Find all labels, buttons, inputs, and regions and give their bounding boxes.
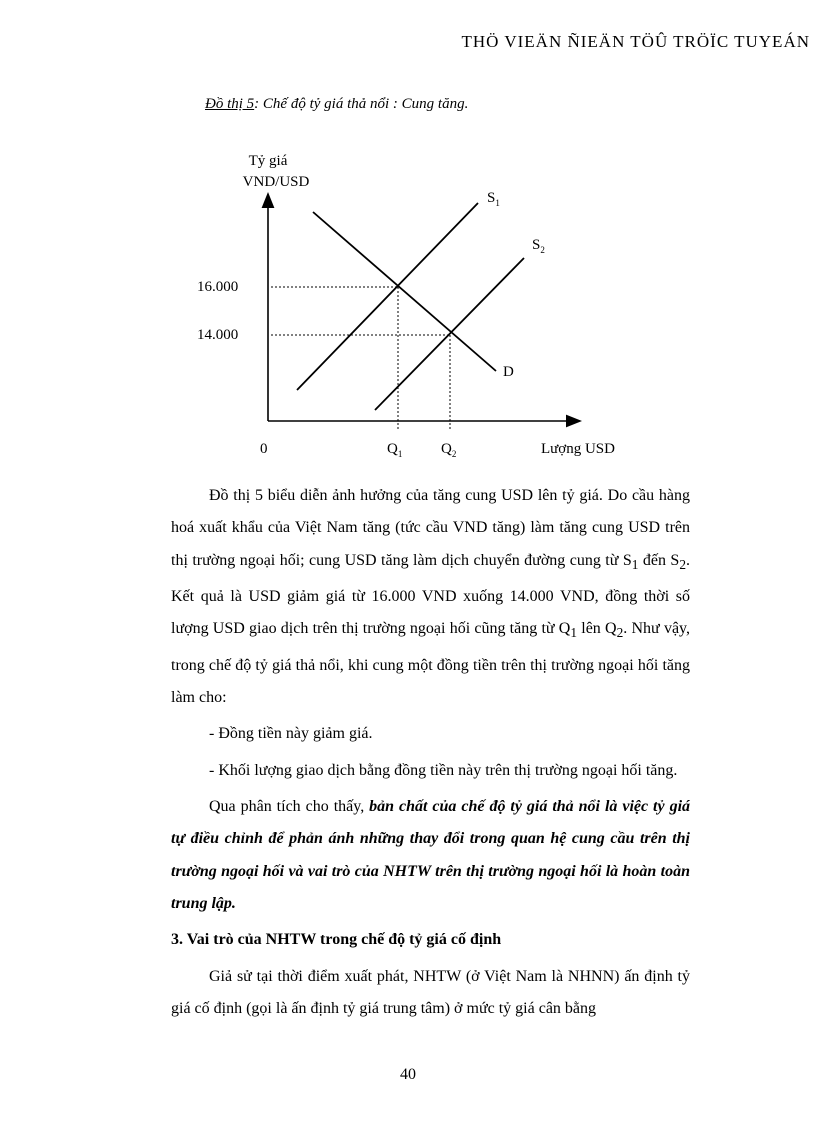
- figure-caption-label: Đồ thị 5: [205, 96, 255, 112]
- page-number: 40: [400, 1066, 416, 1083]
- p1-text-d: lên Q: [577, 620, 617, 638]
- p2-emphasis: bản chất của chế độ tỷ giá thả nổi là việc tỷ giá tự điều chỉnh để phản ánh những thay đổi trong quan hệ cung cầu trên thị trường ngoại hối và vai trò của NHTW trên thị trường ngoại hối là hoàn toàn trung lập.: [171, 798, 691, 912]
- x-axis-label: Lượng USD: [541, 441, 615, 457]
- x-tick-q2-sub: 2: [451, 449, 457, 459]
- label-d: D: [503, 364, 514, 380]
- p1-sub-1: 1: [631, 556, 639, 572]
- label-s1-main: S: [487, 190, 496, 206]
- paragraph-2: [171, 791, 690, 920]
- supply-curve-s1: [297, 203, 478, 390]
- label-s2-sub: 2: [540, 245, 545, 255]
- x-tick-q2: [441, 441, 456, 459]
- figure-caption-text: : Chế độ tỷ giá thả nổi : Cung tăng.: [254, 96, 469, 112]
- label-s1-sub: 1: [495, 198, 500, 208]
- label-s2-main: S: [532, 237, 541, 253]
- bullet-1: - Đồng tiền này giảm giá.: [209, 725, 373, 743]
- x-tick-q1-main: Q: [387, 441, 398, 457]
- y-axis-label-line1: Tỷ giá: [248, 153, 288, 169]
- p1-sub-2: 2: [679, 556, 686, 572]
- p1-text-a: Đồ thị 5 biểu diễn ảnh hưởng của tăng cung USD lên tỷ giá. Do cầu hàng hoá xuất khẩu của Việt Nam tăng (tức cầu VND tăng) làm tăng cung USD trên thị trường ngoại hối; cung USD tăng làm dịch chuyển đường cung từ S: [171, 487, 690, 569]
- x-tick-q1: [387, 441, 402, 459]
- exchange-rate-chart: [0, 0, 816, 480]
- bullet-2: - Khối lượng giao dịch bằng đồng tiền này trên thị trường ngoại hối tăng.: [209, 761, 678, 779]
- paragraph-3: Giả sử tại thời điểm xuất phát, NHTW (ở Việt Nam là NHNN) ấn định tỷ giá cố định (gọi là ấn định tỷ giá trung tâm) ở mức tỷ giá cân bằng: [171, 967, 690, 1017]
- body-text: [171, 480, 690, 1025]
- y-tick-14000: 14.000: [197, 327, 239, 343]
- p1-text-c: . Kết quả là USD giảm giá từ 16.000 VND xuống 14.000 VND, đồng thời số lượng USD giao dịch trên thị trường ngoại hối cũng tăng từ Q: [171, 551, 690, 638]
- page-header: THÖ VIEÄN ÑIEÄN TÖÛ TRÖÏC TUYEÁN: [461, 32, 810, 51]
- p1-sub-4: 2: [616, 625, 624, 641]
- p2-lead: Qua phân tích cho thấy,: [209, 798, 370, 816]
- label-s1: [487, 190, 500, 208]
- p1-sub-3: 1: [570, 625, 578, 641]
- y-tick-16000: 16.000: [197, 279, 239, 295]
- x-tick-q2-main: Q: [441, 441, 452, 457]
- section-heading: 3. Vai trò của NHTW trong chế độ tỷ giá cố định: [171, 931, 502, 949]
- x-tick-q1-sub: 1: [397, 449, 403, 459]
- y-axis-label-line2: VND/USD: [242, 174, 310, 190]
- origin-label: 0: [260, 441, 268, 457]
- p1-text-e: . Như vậy, trong chế độ tỷ giá thả nổi, khi cung một đồng tiền trên thị trường ngoại hối tăng làm cho:: [171, 620, 691, 707]
- demand-curve-d: [313, 212, 496, 371]
- p1-text-b: đến S: [638, 551, 680, 569]
- paragraph-1: [171, 480, 690, 714]
- label-s2: [532, 237, 545, 255]
